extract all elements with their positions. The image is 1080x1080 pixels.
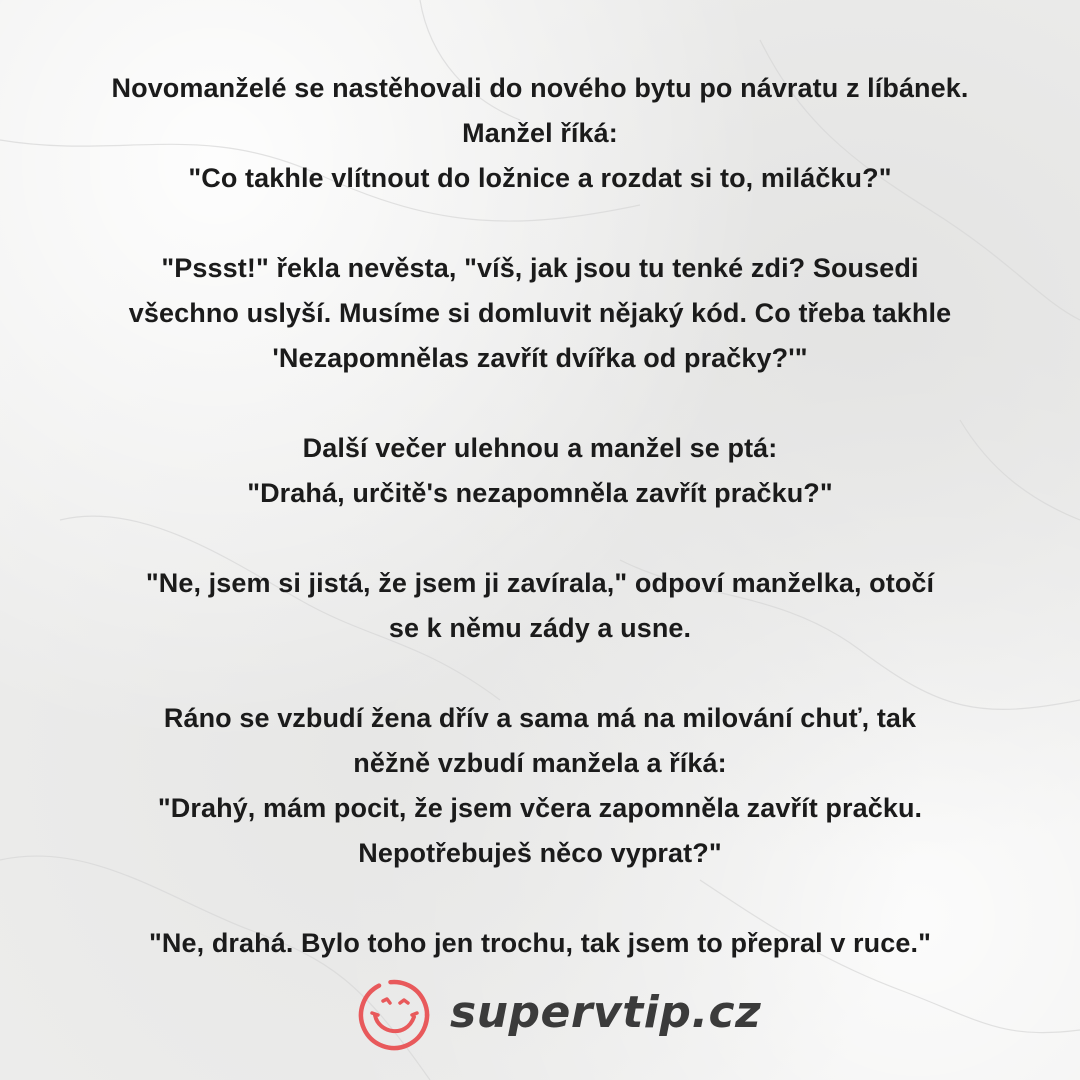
joke-line: všechno uslyší. Musíme si domluvit nějaký kód. Co třeba takhle: [128, 298, 952, 328]
smiley-icon: [356, 977, 432, 1053]
joke-line: se k němu zády a usne.: [388, 613, 692, 643]
joke-line: 'Nezapomnělas zavřít dvířka od pračky?'": [272, 343, 808, 373]
joke-line: "Ne, jsem si jistá, že jsem ji zavírala," odpoví manželka, otočí: [145, 568, 935, 598]
joke-line: něžně vzbudí manžela a říká:: [353, 748, 727, 778]
paragraph-gap: [0, 381, 1080, 426]
paragraph-gap: [0, 201, 1080, 246]
paragraph-gap: [0, 516, 1080, 561]
paragraph-gap: [0, 651, 1080, 696]
joke-line: "Ne, drahá. Bylo toho jen trochu, tak jsem to přepral v ruce.": [149, 928, 931, 958]
joke-line: Nepotřebuješ něco vyprat?": [358, 838, 722, 868]
joke-line: Novomanželé se nastěhovali do nového bytu po návratu z líbánek.: [111, 73, 969, 103]
paragraph-gap: [0, 876, 1080, 921]
joke-text: [0, 66, 1080, 966]
joke-line: Ráno se vzbudí žena dřív a sama má na milování chuť, tak: [163, 703, 917, 733]
joke-line: "Drahý, mám pocit, že jsem včera zapomněla zavřít pračku.: [157, 793, 923, 823]
joke-line: Manžel říká:: [462, 118, 618, 148]
joke-line: "Drahá, určitě's nezapomněla zavřít pračku?": [247, 478, 833, 508]
joke-line: "Pssst!" řekla nevěsta, "víš, jak jsou tu tenké zdi? Sousedi: [161, 253, 919, 283]
brand-name: supervtip.cz: [450, 987, 762, 1038]
brand-logo: [350, 977, 762, 1049]
joke-line: "Co takhle vlítnout do ložnice a rozdat si to, miláčku?": [188, 163, 892, 193]
joke-line: Další večer ulehnou a manžel se ptá:: [302, 433, 778, 463]
